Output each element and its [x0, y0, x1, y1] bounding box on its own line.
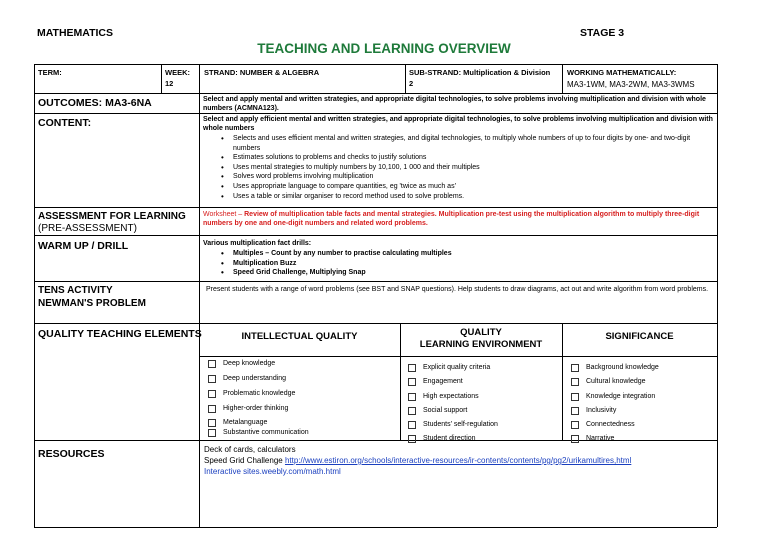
row-divider	[34, 323, 717, 324]
checkbox-icon[interactable]	[408, 407, 416, 415]
checkbox-icon[interactable]	[408, 364, 416, 372]
assessment-sublabel: (PRE-ASSESSMENT)	[38, 223, 137, 234]
table-border-left	[34, 64, 35, 527]
checkbox-icon[interactable]	[408, 435, 416, 443]
interactive-sites-link[interactable]: Interactive sites.weebly.com/math.html	[204, 467, 341, 476]
checkbox-icon[interactable]	[571, 435, 579, 443]
learning-environment-header	[400, 327, 562, 351]
row-divider	[34, 207, 717, 208]
checkbox-label: Background knowledge	[586, 364, 659, 371]
tens-label: TENS ACTIVITY	[38, 285, 113, 296]
quality-checkbox[interactable]	[571, 434, 614, 443]
checkbox-icon[interactable]	[408, 421, 416, 429]
quality-checkbox[interactable]	[208, 359, 275, 368]
checkbox-label: Inclusivity	[586, 407, 617, 414]
checkbox-label: Higher-order thinking	[223, 405, 289, 412]
list-item: • Speed Grid Challenge, Multiplying Snap	[203, 268, 713, 278]
quality-checkbox[interactable]	[571, 392, 655, 401]
list-item: • Uses mental strategies to multiply numbers by 10,100, 1 000 and their multiples	[203, 163, 713, 173]
speed-grid-line	[204, 456, 631, 466]
list-item: • Uses a table or similar organiser to record method used to solve problems.	[203, 192, 713, 202]
learning-environment-header-line1: QUALITY	[460, 327, 502, 338]
assessment-label: ASSESSMENT FOR LEARNING	[38, 211, 186, 222]
checkbox-label: Metalanguage	[223, 419, 268, 426]
checkbox-icon[interactable]	[571, 378, 579, 386]
outcomes-text: Select and apply mental and written strategies, and appropriate digital technologies, to solve problems involving multiplication and division with whole numbers (ACMNA123).	[203, 96, 706, 112]
checkbox-label: Knowledge integration	[586, 393, 656, 400]
quality-checkbox[interactable]	[208, 418, 267, 427]
intellectual-quality-header: INTELLECTUAL QUALITY	[241, 331, 358, 342]
stage-label: STAGE 3	[580, 27, 625, 39]
significance-header: SIGNIFICANCE	[605, 331, 674, 342]
checkbox-icon[interactable]	[571, 393, 579, 401]
quality-checkbox[interactable]	[408, 406, 467, 415]
quality-checkbox[interactable]	[408, 420, 498, 429]
content-intro: Select and apply efficient mental and written strategies, and appropriate digital technologies, to solve problems involving multiplication and division with whole numbers	[203, 116, 713, 132]
strand-divider	[405, 64, 406, 93]
speed-grid-label: Speed Grid Challenge	[204, 456, 285, 465]
checkbox-icon[interactable]	[408, 378, 416, 386]
resources-label: RESOURCES	[38, 448, 105, 460]
checkbox-icon[interactable]	[208, 375, 216, 383]
pretest-text: . Multiplication pre-test using the multiplication algorithm to multiply three-digit numbers by one and one-digit numbers and related word problems.	[203, 211, 700, 227]
table-border-right	[717, 64, 718, 527]
checkbox-label: Deep knowledge	[223, 360, 276, 367]
substrand-number: 2	[409, 79, 414, 88]
list-item: • Multiplication Buzz	[203, 259, 713, 269]
quality-head-divider	[199, 356, 717, 357]
quality-checkbox[interactable]	[571, 363, 659, 372]
content-label: CONTENT:	[38, 117, 92, 129]
checkbox-icon[interactable]	[571, 407, 579, 415]
list-item: • Solves word problems involving multiplication	[203, 172, 713, 182]
quality-checkbox[interactable]	[571, 406, 616, 415]
strand-label: STRAND: NUMBER & ALGEBRA	[204, 68, 320, 77]
warmup-bullet-list	[203, 249, 713, 278]
row-divider	[34, 281, 717, 282]
term-label: TERM:	[38, 68, 62, 77]
checkbox-icon[interactable]	[408, 393, 416, 401]
quality-checkbox[interactable]	[208, 389, 295, 398]
quality-checkbox[interactable]	[408, 434, 476, 443]
label-column-divider	[199, 64, 200, 527]
learning-environment-header-line2: LEARNING ENVIRONMENT	[419, 339, 543, 350]
row-divider	[34, 440, 717, 441]
working-math-value: MA3-1WM, MA3-2WM, MA3-3WMS	[567, 80, 695, 89]
checkbox-label: Substantive communication	[223, 429, 309, 436]
checkbox-label: Deep understanding	[223, 375, 287, 382]
checkbox-label: Problematic knowledge	[223, 390, 296, 397]
quality-checkbox[interactable]	[408, 363, 490, 372]
row-divider	[34, 93, 717, 94]
warmup-intro: Various multiplication fact drills:	[203, 240, 312, 247]
term-week-divider	[161, 64, 162, 93]
checkbox-label: Engagement	[423, 378, 463, 385]
quality-checkbox[interactable]	[571, 377, 646, 386]
row-divider	[34, 113, 717, 114]
quality-checkbox[interactable]	[571, 420, 635, 429]
quality-checkbox[interactable]	[208, 428, 309, 437]
checkbox-label: Narrative	[586, 435, 615, 442]
quality-checkbox[interactable]	[208, 404, 288, 413]
resources-line: Deck of cards, calculators	[204, 445, 296, 454]
content-bullet-list	[203, 134, 713, 201]
page-title: TEACHING AND LEARNING OVERVIEW	[257, 41, 511, 56]
outcomes-label: OUTCOMES: MA3-6NA	[38, 97, 152, 109]
working-math-label: WORKING MATHEMATICALLY:	[567, 68, 677, 77]
list-item: • Estimates solutions to problems and checks to justify solutions	[203, 153, 713, 163]
checkbox-label: Connectedness	[586, 421, 635, 428]
checkbox-icon[interactable]	[571, 421, 579, 429]
warmup-label: WARM UP / DRILL	[38, 240, 129, 252]
checkbox-label: High expectations	[423, 393, 479, 400]
tens-text: Present students with a range of word problems (see BST and SNAP questions). Help students to draw diagrams, act out and write algorithm from word problems.	[206, 286, 709, 293]
checkbox-label: Student direction	[423, 435, 476, 442]
checkbox-label: Cultural knowledge	[586, 378, 646, 385]
checkbox-label: Social support	[423, 407, 468, 414]
substrand-divider	[562, 64, 563, 93]
table-border-top	[34, 64, 717, 65]
newman-label: NEWMAN'S PROBLEM	[38, 298, 146, 309]
week-value: 12	[165, 79, 174, 88]
checkbox-icon[interactable]	[208, 429, 216, 437]
speed-grid-link[interactable]: http://www.estiron.org/schools/interactive-resources/ir-contents/contents/pg/pg2/urikamultires,html	[284, 456, 632, 465]
quality-checkbox[interactable]	[408, 377, 463, 386]
checkbox-label: Students' self-regulation	[423, 421, 498, 428]
checkbox-icon[interactable]	[208, 405, 216, 413]
checkbox-icon[interactable]	[208, 419, 216, 427]
list-item: • Selects and uses efficient mental and written strategies, and digital technologies, to multiply whole numbers of up to four digits by one- and two-digit numbers	[203, 134, 713, 153]
quality-checkbox[interactable]	[408, 392, 479, 401]
overview-table	[34, 64, 717, 528]
list-item: • Multiples – Count by any number to practise calculating multiples	[203, 249, 713, 259]
subject-label: MATHEMATICS	[37, 27, 114, 39]
week-label: WEEK:	[165, 68, 190, 77]
quality-checkbox[interactable]	[208, 374, 286, 383]
checkbox-icon[interactable]	[208, 360, 216, 368]
worksheet-title: Review of multiplication table facts and mental strategies	[244, 211, 435, 218]
checkbox-label: Explicit quality criteria	[423, 364, 491, 371]
checkbox-icon[interactable]	[571, 364, 579, 372]
list-item: • Uses appropriate language to compare quantities, eg 'twice as much as'	[203, 182, 713, 192]
checkbox-icon[interactable]	[208, 390, 216, 398]
assessment-text	[203, 210, 713, 228]
quality-label: QUALITY TEACHING ELEMENTS	[38, 328, 202, 340]
worksheet-prefix: Worksheet –	[203, 211, 245, 218]
substrand-label: SUB-STRAND: Multiplication & Division	[409, 68, 551, 77]
table-border-bottom	[34, 527, 717, 528]
